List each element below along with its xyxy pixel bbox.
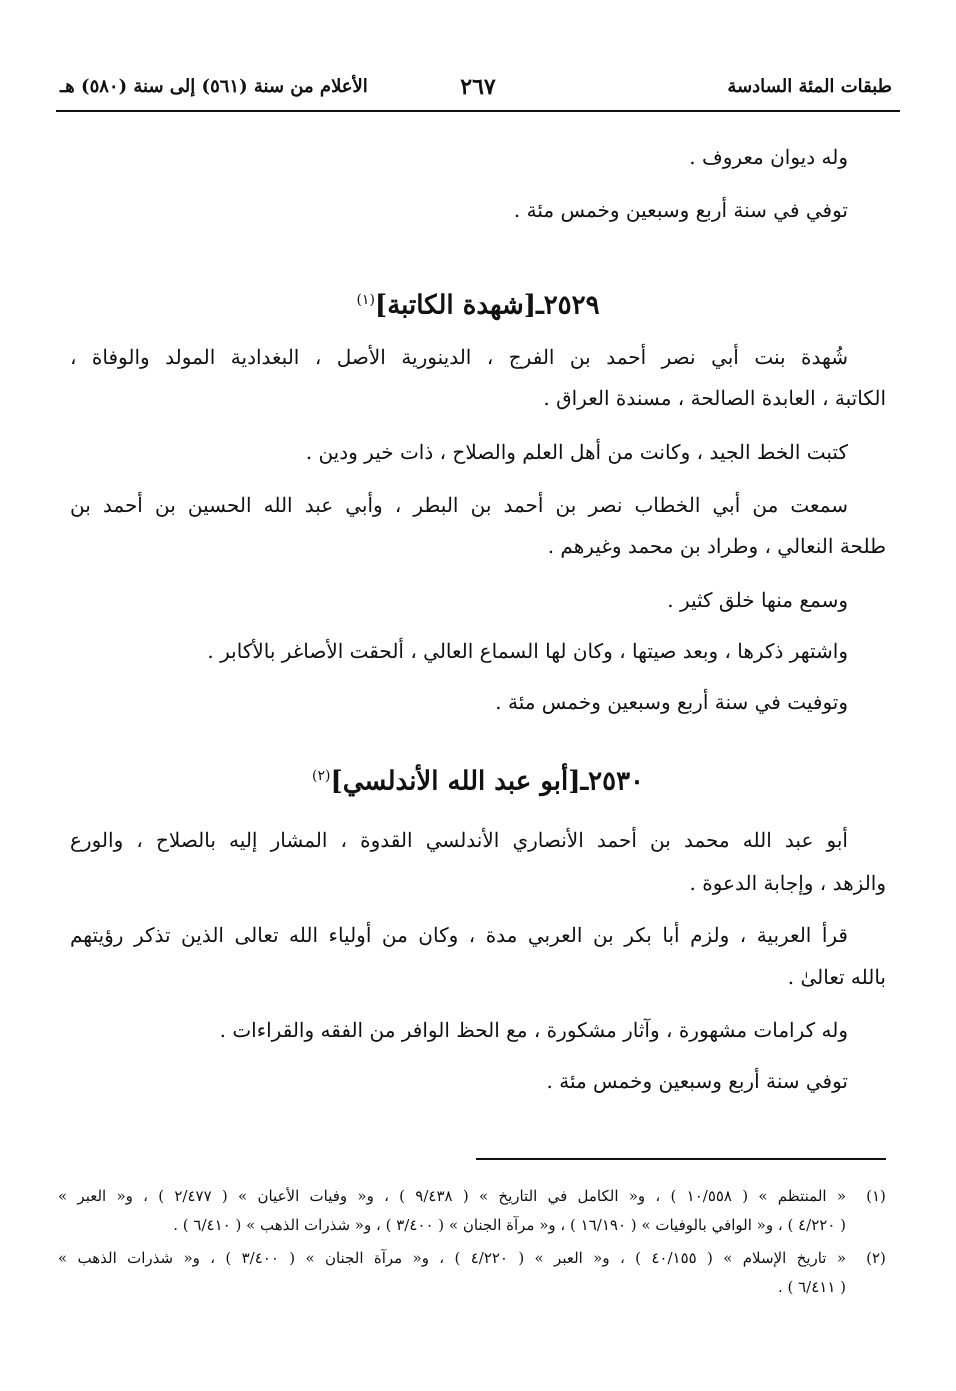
paragraph-line: واشتهر ذكرها ، وبعد صيتها ، وكان لها السماع العالي ، ألحقت الأصاغر بالأكابر .	[207, 639, 848, 663]
running-header-section: طبقات المئة السادسة	[727, 76, 892, 97]
paragraph-line: طلحة النعالي ، وطراد بن محمد وغيرهم .	[547, 534, 886, 558]
page-number: ٢٦٧	[460, 74, 496, 100]
footnote-line: « تاريخ الإسلام » ( ٤٠/١٥٥ ) ، و« العبر » ( ٤/٢٢٠ ) ، و« مرآة الجنان » ( ٣/٤٠٠ ) ، و« شذرات الذهب »	[58, 1249, 846, 1267]
paragraph-line: كتبت الخط الجيد ، وكانت من أهل العلم والصلاح ، ذات خير ودين .	[305, 440, 848, 464]
paragraph-line: شُهدة بنت أبي نصر أحمد بن الفرج ، الدينورية الأصل ، البغدادية المولد والوفاة ،	[70, 345, 848, 369]
prev-entry-line: وله ديوان معروف .	[689, 145, 848, 169]
footnote-rule	[476, 1158, 886, 1160]
paragraph-line: وله كرامات مشهورة ، وآثار مشكورة ، مع الحظ الوافر من الفقه والقراءات .	[219, 1018, 848, 1042]
entry-title: [أبو عبد الله الأندلسي]	[330, 766, 581, 797]
footnote-number: (١)	[866, 1187, 886, 1205]
paragraph-line: وسمع منها خلق كثير .	[667, 588, 848, 612]
entry-title: [شهدة الكاتبة]	[374, 290, 537, 321]
paragraph-line: قرأ العربية ، ولزم أبا بكر بن العربي مدة ، وكان من أولياء الله تعالى الذين تذكر رؤيتهم	[70, 923, 848, 947]
entry-heading-2530	[0, 756, 956, 802]
running-header-range: الأعلام من سنة (٥٦١) إلى سنة (٥٨٠) هـ	[60, 76, 368, 97]
paragraph-line: والزهد ، وإجابة الدعوة .	[689, 871, 886, 895]
paragraph-line: سمعت من أبي الخطاب نصر بن أحمد بن البطر ، وأبي عبد الله الحسين بن أحمد بن	[70, 493, 848, 517]
paragraph-line: الكاتبة ، العابدة الصالحة ، مسندة العراق .	[543, 386, 886, 410]
footnote-line: « المنتظم » ( ١٠/٥٥٨ ) ، و« الكامل في التاريخ » ( ٩/٤٣٨ ) ، و« وفيات الأعيان » ( ٢/٤٧٧ ) ، و« العبر »	[58, 1187, 846, 1205]
footnote-line: ( ٦/٤١١ ) .	[777, 1278, 846, 1296]
entry-number: ٢٥٢٩ـ	[536, 290, 600, 321]
prev-entry-line: توفي في سنة أربع وسبعين وخمس مئة .	[513, 198, 848, 222]
footnote-ref: (١)	[356, 292, 375, 308]
footnote-line: ( ٤/٢٢٠ ) ، و« الوافي بالوفيات » ( ١٦/١٩٠ ) ، و« مرآة الجنان » ( ٣/٤٠٠ ) ، و« شذرات الذهب » ( ٦/٤١٠ ) .	[173, 1216, 846, 1234]
paragraph-line: توفي سنة أربع وسبعين وخمس مئة .	[546, 1069, 848, 1093]
paragraph-line: بالله تعالىٰ .	[787, 965, 886, 989]
paragraph-line: وتوفيت في سنة أربع وسبعين وخمس مئة .	[495, 690, 848, 714]
entry-heading-2529	[0, 280, 956, 326]
header-rule	[56, 110, 900, 112]
entry-number: ٢٥٣٠ـ	[580, 766, 645, 797]
footnote-ref: (٢)	[311, 768, 331, 784]
footnote-number: (٢)	[866, 1249, 886, 1267]
paragraph-line: أبو عبد الله محمد بن أحمد الأنصاري الأندلسي القدوة ، المشار إليه بالصلاح ، والورع	[70, 828, 848, 852]
